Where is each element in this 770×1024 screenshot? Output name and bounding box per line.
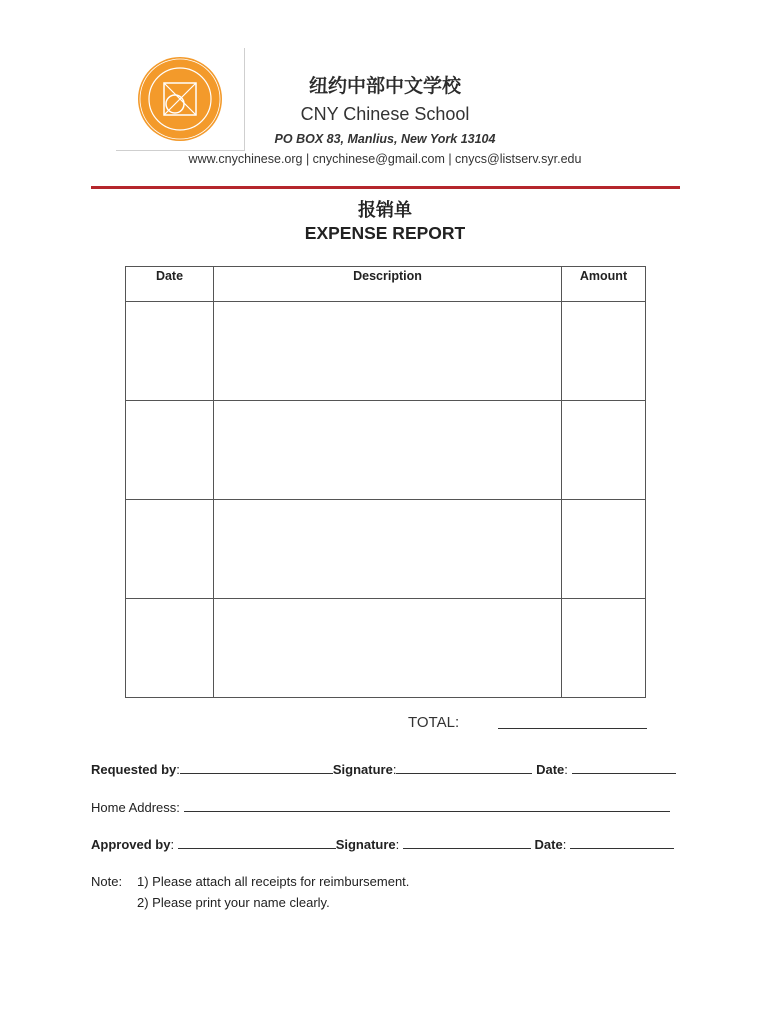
home-address-blank[interactable] xyxy=(184,799,670,812)
date-label: Date xyxy=(534,837,563,852)
note-item: 2) Please print your name clearly. xyxy=(137,895,330,910)
school-address: PO BOX 83, Manlius, New York 13104 xyxy=(274,132,496,146)
date-cell[interactable] xyxy=(126,302,214,401)
requested-by-label: Requested by xyxy=(91,762,177,777)
amount-cell[interactable] xyxy=(562,599,646,698)
table-row xyxy=(126,500,646,599)
date-cell[interactable] xyxy=(126,599,214,698)
report-title-chinese: 报销单 xyxy=(358,200,412,220)
school-chinese-name: 纽约中部中文学校 xyxy=(308,76,461,97)
requested-by-blank[interactable] xyxy=(180,761,333,774)
date-blank[interactable] xyxy=(572,761,676,774)
table-row xyxy=(126,599,646,698)
amount-cell[interactable] xyxy=(562,302,646,401)
school-english-name: CNY Chinese School xyxy=(300,104,470,124)
signature-label: Signature xyxy=(335,837,396,852)
description-cell[interactable] xyxy=(214,401,562,500)
requested-by-row: Requested by: Signature: Date: xyxy=(91,761,676,777)
description-cell[interactable] xyxy=(214,599,562,698)
table-row xyxy=(126,302,646,401)
table-header-row xyxy=(126,267,646,302)
header-divider xyxy=(91,186,680,189)
date-label: Date xyxy=(536,762,565,777)
approved-by-blank[interactable] xyxy=(178,836,336,849)
total-blank[interactable] xyxy=(498,728,647,729)
column-header-description: Description xyxy=(214,267,562,302)
note-label: Note: xyxy=(91,874,123,889)
school-logo-seal xyxy=(137,56,223,142)
description-cell[interactable] xyxy=(214,500,562,599)
description-cell[interactable] xyxy=(214,302,562,401)
signature-blank[interactable] xyxy=(396,761,532,774)
column-header-date: Date xyxy=(126,267,214,302)
signature-blank[interactable] xyxy=(403,836,531,849)
table-row xyxy=(126,401,646,500)
signature-label: Signature xyxy=(332,762,393,777)
expense-table xyxy=(125,266,646,698)
home-address-label: Home Address: xyxy=(91,800,180,815)
date-cell[interactable] xyxy=(126,401,214,500)
total-label: TOTAL: xyxy=(408,714,460,731)
approved-by-label: Approved by xyxy=(91,837,171,852)
amount-cell[interactable] xyxy=(562,500,646,599)
note-item: 1) Please attach all receipts for reimbursement. xyxy=(137,874,410,889)
column-header-amount: Amount xyxy=(562,267,646,302)
date-cell[interactable] xyxy=(126,500,214,599)
home-address-row xyxy=(91,799,670,815)
amount-cell[interactable] xyxy=(562,401,646,500)
report-title-english: EXPENSE REPORT xyxy=(304,223,466,243)
school-contact-info: www.cnychinese.org | cnychinese@gmail.com | cnycs@listserv.syr.edu xyxy=(188,152,582,166)
date-blank[interactable] xyxy=(570,836,674,849)
approved-by-row: Approved by: Signature: Date: xyxy=(91,836,674,852)
